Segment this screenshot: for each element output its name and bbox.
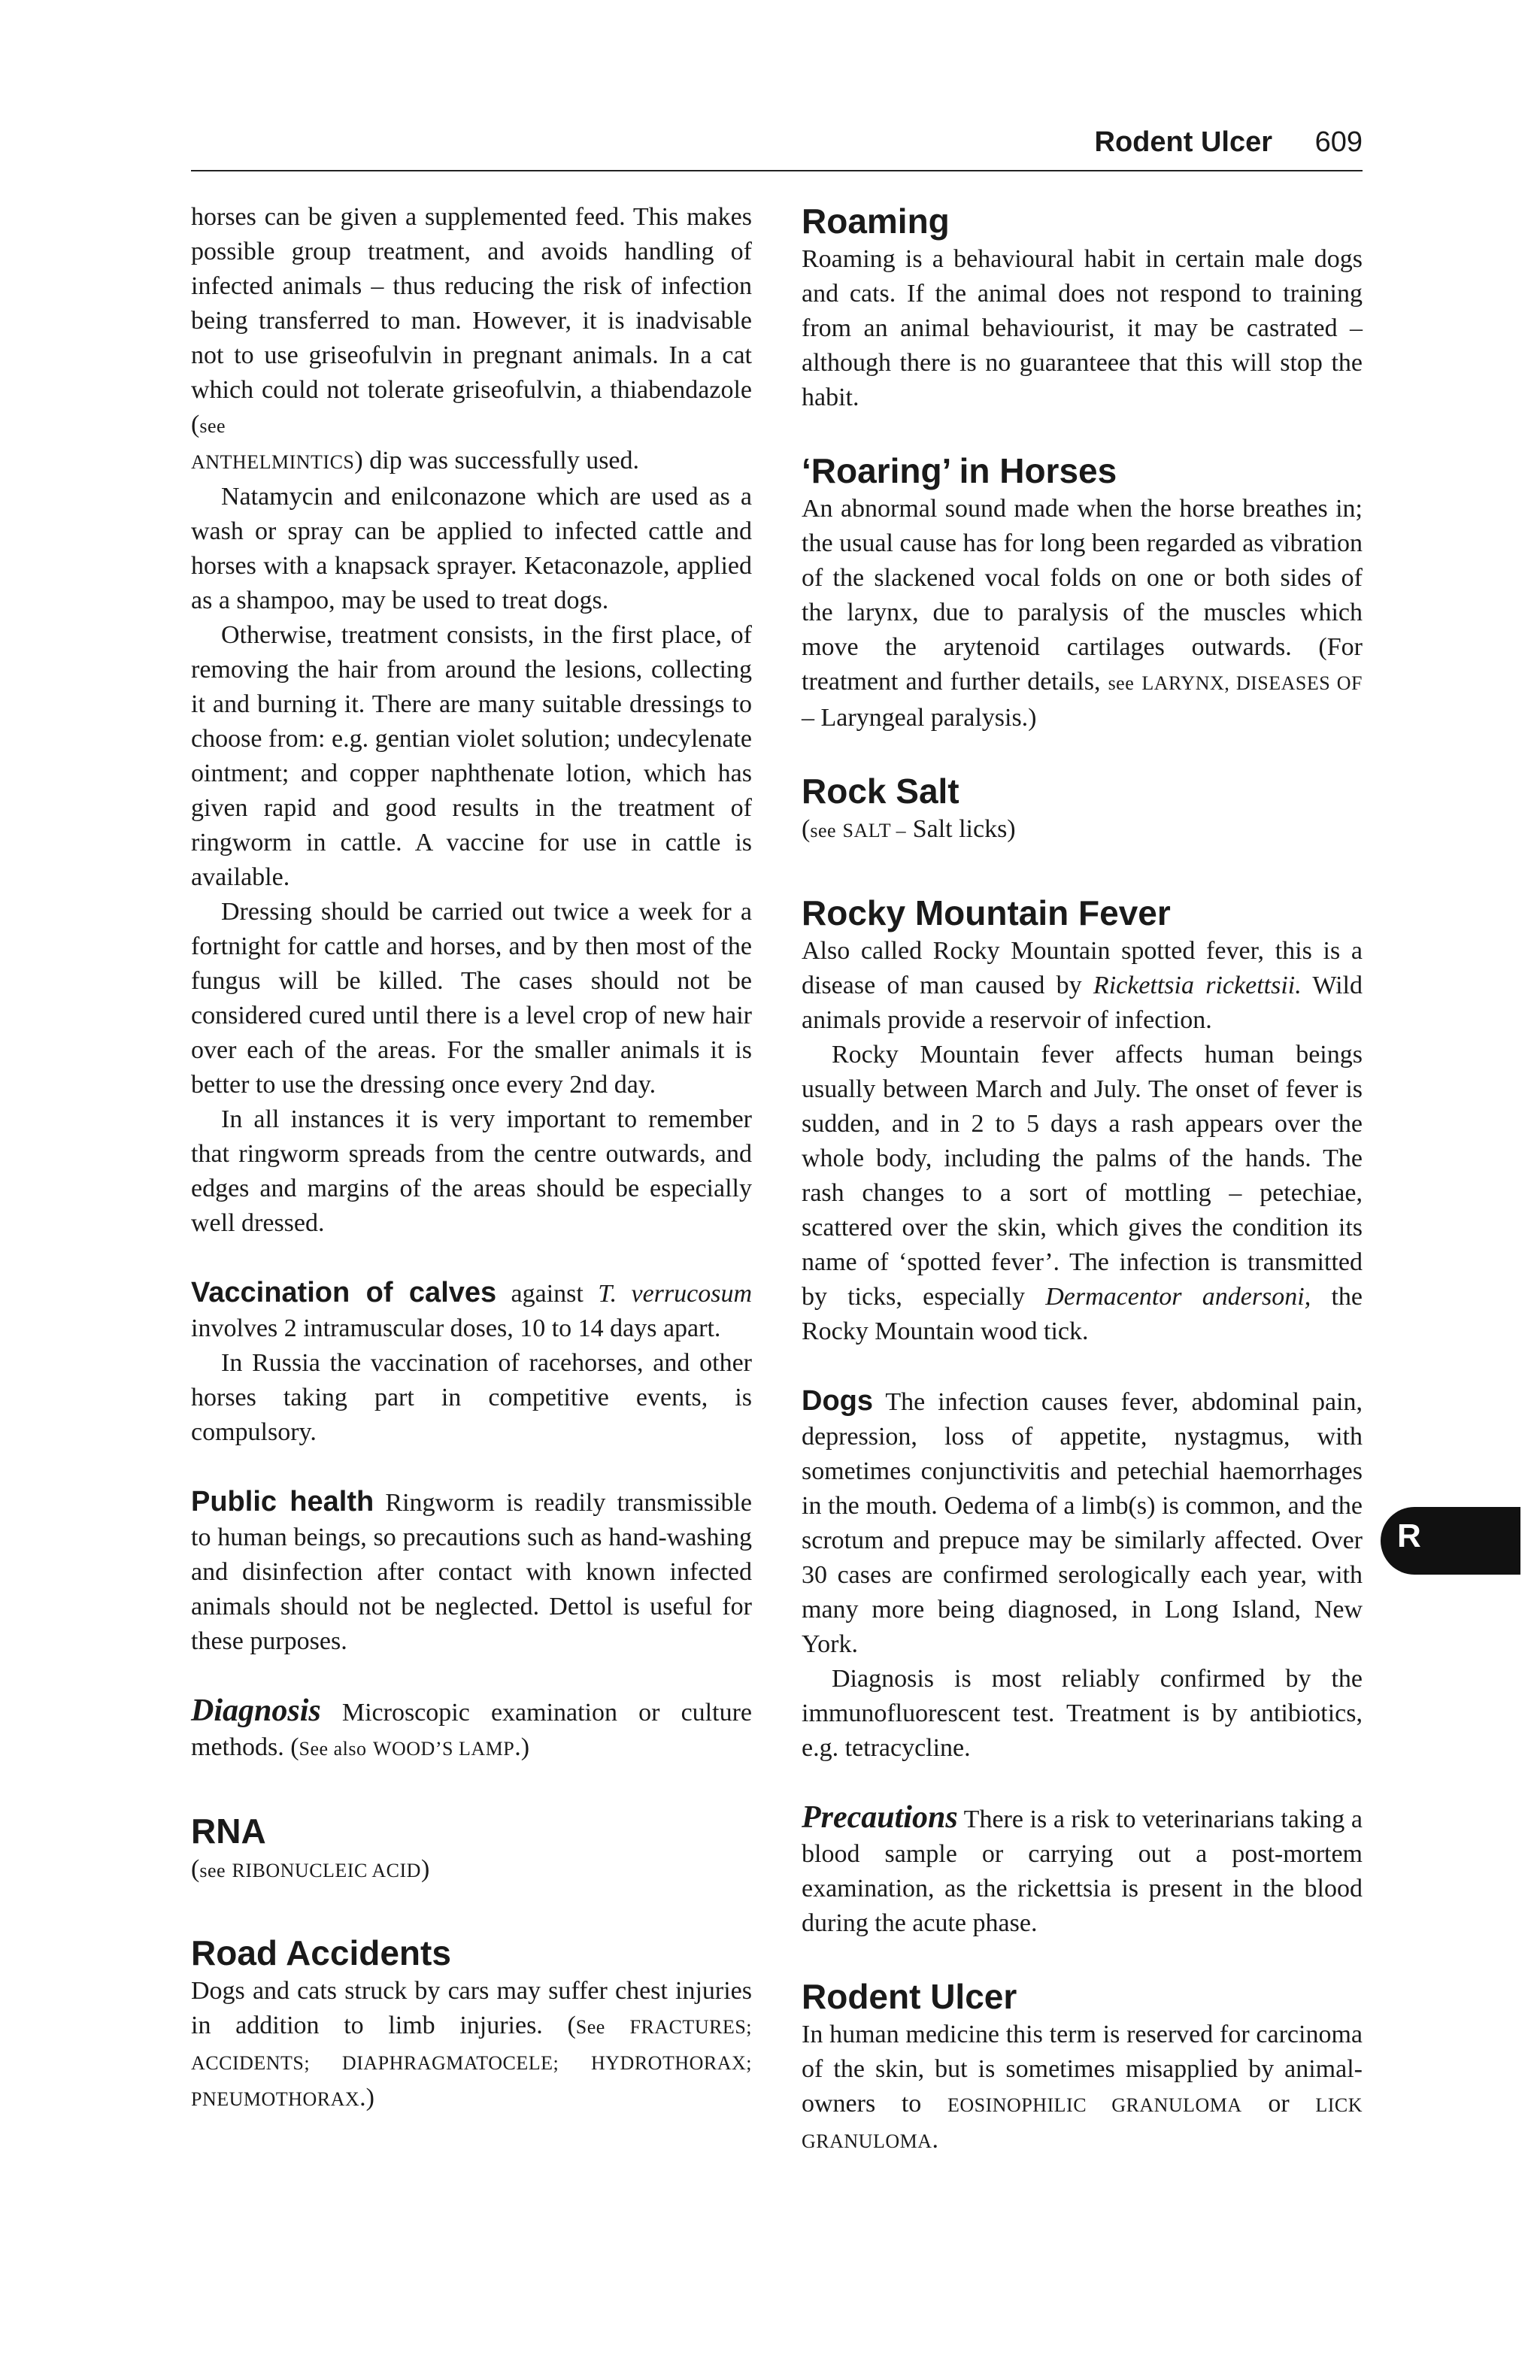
runin-heading-public-health: Public health [191, 1486, 374, 1517]
section-letter: R [1397, 1517, 1421, 1554]
entry-heading-rocky-mountain-fever: Rocky Mountain Fever [802, 893, 1171, 932]
running-header [191, 125, 1363, 171]
spacer [191, 1888, 752, 1932]
entry-heading-road-accidents: Road Accidents [191, 1933, 451, 1972]
paragraph-road-accidents: Dogs and cats struck by cars may suffer chest injuries in addition to limb injuries. (See FRACTURES; ACCIDENTS; DIAPHRAGMATOCELE; HYDROTHORAX; PNEUMOTHORAX.) [191, 1977, 753, 2112]
spacer [191, 1241, 752, 1275]
paragraph-natamycin: Natamycin and enilconazone which are used as a wash or spray can be applied to infected cattle and horses with a knapsack sprayer. Ketaconazole, applied as a shampoo, may be used to treat dogs. [191, 483, 752, 614]
spacer [802, 1349, 1363, 1384]
paragraph-dogs: Dogs The infection causes fever, abdominal pain, depression, loss of appetite, nystagmus, with sometimes conjunctivitis and petechial haemorrhages in the mouth. Oedema of a limb(s) is common, and the scrotum and prepuce may be similarly affected. Over 30 cases are confirmed serologically each year, with many more being diagnosed, in Long Island, New York. [802, 1385, 1363, 1658]
spacer [802, 1941, 1363, 1975]
paragraph-roaring: An abnormal sound made when the horse breathes in; the usual cause has for long been regarded as vibration of the slackened vocal folds on one or both sides of the larynx, due to paralysis of the muscles which move the arytenoid cartilages outwards. (For treatment and further details, see LARYNX, DISEASES OF – Laryngeal paralysis.) [802, 495, 1363, 732]
paragraph-rna: (see RIBONUCLEIC ACID) [191, 1855, 430, 1883]
running-header-title: Rodent Ulcer [1094, 126, 1272, 158]
spacer [191, 1659, 752, 1693]
entry-heading-rodent-ulcer: Rodent Ulcer [802, 1977, 1017, 2016]
left-column [191, 200, 752, 2117]
entry-heading-roaming: Roaming [802, 202, 950, 241]
page-number: 609 [1314, 126, 1363, 158]
runin-heading-dogs: Dogs [802, 1385, 873, 1417]
paragraph-vaccination: Vaccination of calves against T. verrucosum involves 2 intramuscular doses, 10 to 14 days apart. [191, 1277, 752, 1342]
spacer [802, 1766, 1363, 1800]
paragraph-precautions: Precautions There is a risk to veterinarians taking a blood sample or carrying out a post-mortem examination, as the rickettsia is present in the blood during the acute phase. [802, 1800, 1363, 1937]
paragraph-instances: In all instances it is very important to remember that ringworm spreads from the centre outwards, and edges and margins of the areas should be especially well dressed. [191, 1105, 752, 1237]
spacer [191, 1766, 752, 1810]
entry-heading-roaring: ‘Roaring’ in Horses [802, 451, 1117, 490]
cross-reference: RIBONUCLEIC ACID [232, 1860, 421, 1881]
paragraph-roaming: Roaming is a behavioural habit in certain male dogs and cats. If the animal does not respond to training from an animal behaviourist, it may be castrated – although there is no guaranteee that this will stop the habit. [802, 245, 1363, 411]
paragraph-public-health: Public health Ringworm is readily transmissible to human beings, so precautions such as hand-washing and disinfection after contact with known infected animals should not be neglected. Dettol is useful for these purposes. [191, 1486, 753, 1655]
cross-reference: SALT – [842, 820, 907, 841]
paragraph-diagnosis: Diagnosis Microscopic examination or culture methods. (See also WOOD’S LAMP.) [191, 1693, 752, 1761]
cross-reference: FRACTURES; ACCIDENTS; DIAPHRAGMATOCELE; HYDROTHORAX; PNEUMOTHORAX [191, 2016, 753, 2110]
spacer [191, 1450, 752, 1484]
runin-heading-precautions: Precautions [802, 1800, 958, 1835]
cross-reference: LARYNX, DISEASES OF [1141, 672, 1363, 694]
entry-heading-rock-salt: Rock Salt [802, 772, 959, 811]
spacer [802, 415, 1363, 450]
runin-heading-vaccination: Vaccination of calves [191, 1277, 497, 1308]
paragraph-russia: In Russia the vaccination of racehorses, and other horses taking part in competitive events, is compulsory. [191, 1349, 752, 1446]
cross-reference: WOOD’S LAMP [372, 1738, 515, 1760]
cross-reference: LICK GRANULOMA [802, 2094, 1363, 2152]
entry-heading-rna: RNA [191, 1812, 266, 1851]
spacer [802, 848, 1363, 892]
paragraph-dressing: Dressing should be carried out twice a week for a fortnight for cattle and horses, and by then most of the fungus will be killed. The cases should not be considered cured until there is a level crop of new hair over each of the areas. For the smaller animals it is better to use the dressing once every 2nd day. [191, 898, 752, 1099]
paragraph-treatment-intro: horses can be given a supplemented feed. This makes possible group treatment, and avoids handling of infected animals – thus reducing the risk of infection being transferred to man. However, it is inadvisable not to use griseofulvin in pregnant animals. In a cat which could not tolerate griseofulvin, a thiabendazole (see ANTHELMINTICS) dip was successfully used. [191, 203, 752, 474]
right-column [802, 200, 1363, 2159]
paragraph-otherwise: Otherwise, treatment consists, in the first place, of removing the hair from around the lesions, collecting it and burning it. There are many suitable dressings to choose from: e.g. gentian violet solution; undecylenate ointment; and copper naphthenate lotion, which has given rapid and good results in the treatment of ringworm in cattle. A vaccine for use in cattle is available. [191, 621, 752, 891]
section-thumb-tab [1381, 1507, 1520, 1575]
runin-heading-diagnosis: Diagnosis [191, 1693, 321, 1728]
cross-reference: EOSINOPHILIC GRANULOMA [947, 2094, 1242, 2116]
cross-reference: ANTHELMINTICS [191, 451, 355, 473]
paragraph-rodent-ulcer: In human medicine this term is reserved for carcinoma of the skin, but is sometimes misapplied by animal-owners to EOSINOPHILIC GRANULOMA or LICK GRANULOMA. [802, 2021, 1363, 2154]
paragraph-rmf-symptoms: Rocky Mountain fever affects human beings usually between March and July. The onset of fever is sudden, and in 2 to 5 days a rash appears over the whole body, including the palms of the hands. The rash changes to a sort of mottling – petechiae, scattered over the skin, which gives the condition its name of ‘spotted fever’. The infection is transmitted by ticks, especially Dermacentor andersoni, the Rocky Mountain wood tick. [802, 1041, 1363, 1345]
paragraph-rmf-definition: Also called Rocky Mountain spotted fever, this is a disease of man caused by Rickettsia rickettsii. Wild animals provide a reservoir of infection. [802, 937, 1363, 1034]
paragraph-rock-salt: (see SALT – Salt licks) [802, 815, 1016, 843]
spacer [802, 735, 1363, 770]
paragraph-dogs-diagnosis: Diagnosis is most reliably confirmed by the immunofluorescent test. Treatment is by antibiotics, e.g. tetracycline. [802, 1665, 1363, 1762]
